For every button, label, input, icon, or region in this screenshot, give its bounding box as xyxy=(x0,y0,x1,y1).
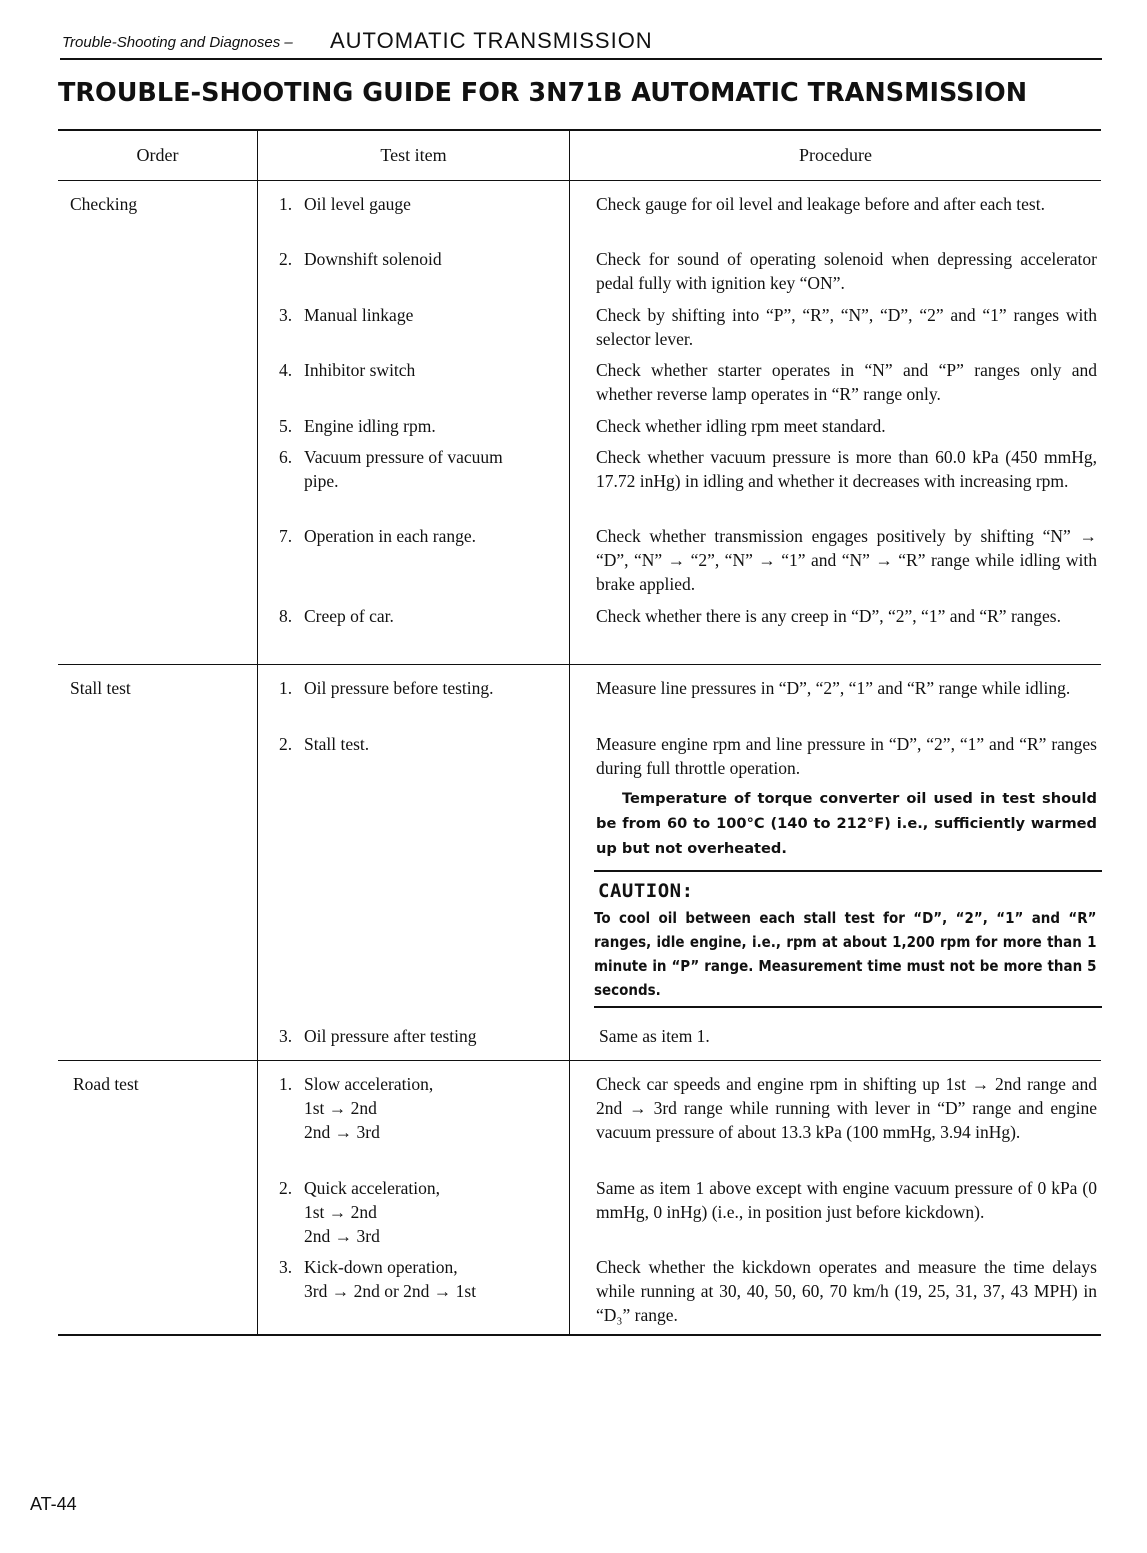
procedure-text: Check for sound of operating solenoid when depressing accelerator pedal fully with ignition key “ON”. xyxy=(596,249,1097,293)
caution-text: To cool oil between each stall test for “D”, “2”, “1” and “R” ranges, idle engine, i.e., rpm at about 1,200 rpm for more than 1 minute in “P” range. Measurement time must not be more than 5 seconds. xyxy=(594,909,1097,999)
test-item xyxy=(279,1024,547,1048)
item-text: Inhibitor switch xyxy=(304,360,416,380)
shift-sub-item: 1st → 2nd xyxy=(304,1098,377,1118)
item-number: 6. xyxy=(279,447,293,467)
item-number: 4. xyxy=(279,360,293,380)
table-bottom-rule xyxy=(58,1334,1101,1336)
test-item xyxy=(279,1255,547,1303)
item-number: 5. xyxy=(279,416,293,436)
procedure-text: Check gauge for oil level and leakage before and after each test. xyxy=(596,194,1045,214)
page-number: AT-44 xyxy=(30,1494,77,1514)
item-text: Downshift solenoid xyxy=(304,249,442,269)
procedure-text: Check whether vacuum pressure is more than 60.0 kPa (450 mmHg, 17.72 inHg) in idling and whether it decreases with increasing rpm. xyxy=(596,447,1097,491)
test-item xyxy=(279,676,547,700)
item-text: Vacuum pressure of vacuum pipe. xyxy=(304,447,503,491)
header-rule xyxy=(58,180,1101,181)
test-item xyxy=(279,524,547,548)
order-road-test: Road test xyxy=(73,1074,139,1094)
item-number: 8. xyxy=(279,606,293,626)
item-text: Operation in each range. xyxy=(304,526,477,546)
item-number: 3. xyxy=(279,1257,293,1277)
test-item xyxy=(279,604,547,628)
order-stall-test: Stall test xyxy=(70,678,131,698)
procedure-text: Check whether there is any creep in “D”, “2”, “1” and “R” ranges. xyxy=(596,606,1061,626)
shift-sub-item: 2nd → 3rd xyxy=(304,1122,380,1142)
column-divider-2 xyxy=(569,129,570,1336)
page-title: TROUBLE-SHOOTING GUIDE FOR 3N71B AUTOMATIC TRANSMISSION xyxy=(58,78,1028,108)
item-text: Kick-down operation, xyxy=(304,1257,458,1277)
col-header-test-item: Test item xyxy=(380,145,447,165)
item-number: 2. xyxy=(279,249,293,269)
item-text: Oil level gauge xyxy=(304,194,411,214)
shift-sub-item: 2nd → 3rd xyxy=(304,1226,380,1246)
order-checking: Checking xyxy=(70,194,138,214)
procedure-text: Measure line pressures in “D”, “2”, “1” and “R” range while idling. xyxy=(596,678,1071,698)
column-divider-1 xyxy=(257,129,258,1336)
header-prefix: Trouble-Shooting and Diagnoses – xyxy=(62,34,293,51)
test-item xyxy=(279,1176,547,1248)
test-item xyxy=(279,192,547,216)
item-number: 7. xyxy=(279,526,293,546)
item-text: Slow acceleration, xyxy=(304,1074,434,1094)
item-text: Quick acceleration, xyxy=(304,1178,441,1198)
procedure-text: Same as item 1. xyxy=(599,1026,710,1046)
item-text: Manual linkage xyxy=(304,305,414,325)
stall-bottom-rule xyxy=(58,1060,1101,1061)
procedure-text: Check by shifting into “P”, “R”, “N”, “D”, “2” and “1” ranges with selector lever. xyxy=(596,305,1097,349)
item-text: Oil pressure after testing xyxy=(304,1026,477,1046)
test-item xyxy=(279,1072,547,1144)
item-number: 1. xyxy=(279,1074,293,1094)
caution-title: CAUTION: xyxy=(598,880,694,902)
item-number: 2. xyxy=(279,1178,293,1198)
item-text: Oil pressure before testing. xyxy=(304,678,494,698)
test-item xyxy=(279,303,547,327)
header-section: AUTOMATIC TRANSMISSION xyxy=(330,28,653,53)
procedure-text: Check whether starter operates in “N” and “P” ranges only and whether reverse lamp operates in “R” range only. xyxy=(596,360,1097,404)
procedure-text: Same as item 1 above except with engine vacuum pressure of 0 kPa (0 mmHg, 0 inHg) (i.e., in position just before kickdown). xyxy=(596,1178,1097,1222)
temperature-note xyxy=(596,786,1097,861)
col-header-order: Order xyxy=(136,145,179,165)
item-text: Stall test. xyxy=(304,734,370,754)
running-header xyxy=(60,26,1102,60)
item-number: 3. xyxy=(279,305,293,325)
item-number: 3. xyxy=(279,1026,293,1046)
shift-sub-item: 1st → 2nd xyxy=(304,1202,377,1222)
table-top-rule xyxy=(58,129,1101,131)
procedure-text: Check whether idling rpm meet standard. xyxy=(596,416,886,436)
checking-bottom-rule xyxy=(58,664,1101,665)
shift-sub-item: 3rd → 2nd or 2nd → 1st xyxy=(304,1281,477,1301)
col-header-procedure: Procedure xyxy=(799,145,872,165)
test-item xyxy=(279,358,547,382)
procedure-text: Measure engine rpm and line pressure in “D”, “2”, “1” and “R” ranges during full throttle operation. xyxy=(596,734,1097,778)
item-number: 1. xyxy=(279,194,293,214)
test-item xyxy=(279,414,547,438)
test-item xyxy=(279,732,547,756)
procedure-text: Check car speeds and engine rpm in shifting up 1st → 2nd range and 2nd → 3rd range while running with lever in “D” range and engine vacuum pressure of about 13.3 kPa (100 mmHg, 3.94 inHg). xyxy=(596,1074,1097,1142)
item-text: Creep of car. xyxy=(304,606,394,626)
test-item xyxy=(279,247,547,271)
item-number: 1. xyxy=(279,678,293,698)
item-number: 2. xyxy=(279,734,293,754)
procedure-text: Check whether transmission engages positively by shifting “N” → “D”, “N” → “2”, “N” → “1” and “N” → “R” range while idling with brake applied. xyxy=(596,526,1097,594)
temperature-note-text: Temperature of torque converter oil used in test should be from 60 to 100°C (140 to 212°F) i.e., sufficiently warmed up but not overheated. xyxy=(596,790,1097,857)
caution-box xyxy=(594,870,1102,1008)
item-text: Engine idling rpm. xyxy=(304,416,436,436)
test-item xyxy=(279,445,541,493)
procedure-text: Check whether the kickdown operates and measure the time delays while running at 30, 40, 50, 60, 70 km/h (19, 25, 31, 37, 43 MPH) in “D₃” range. xyxy=(596,1257,1097,1325)
